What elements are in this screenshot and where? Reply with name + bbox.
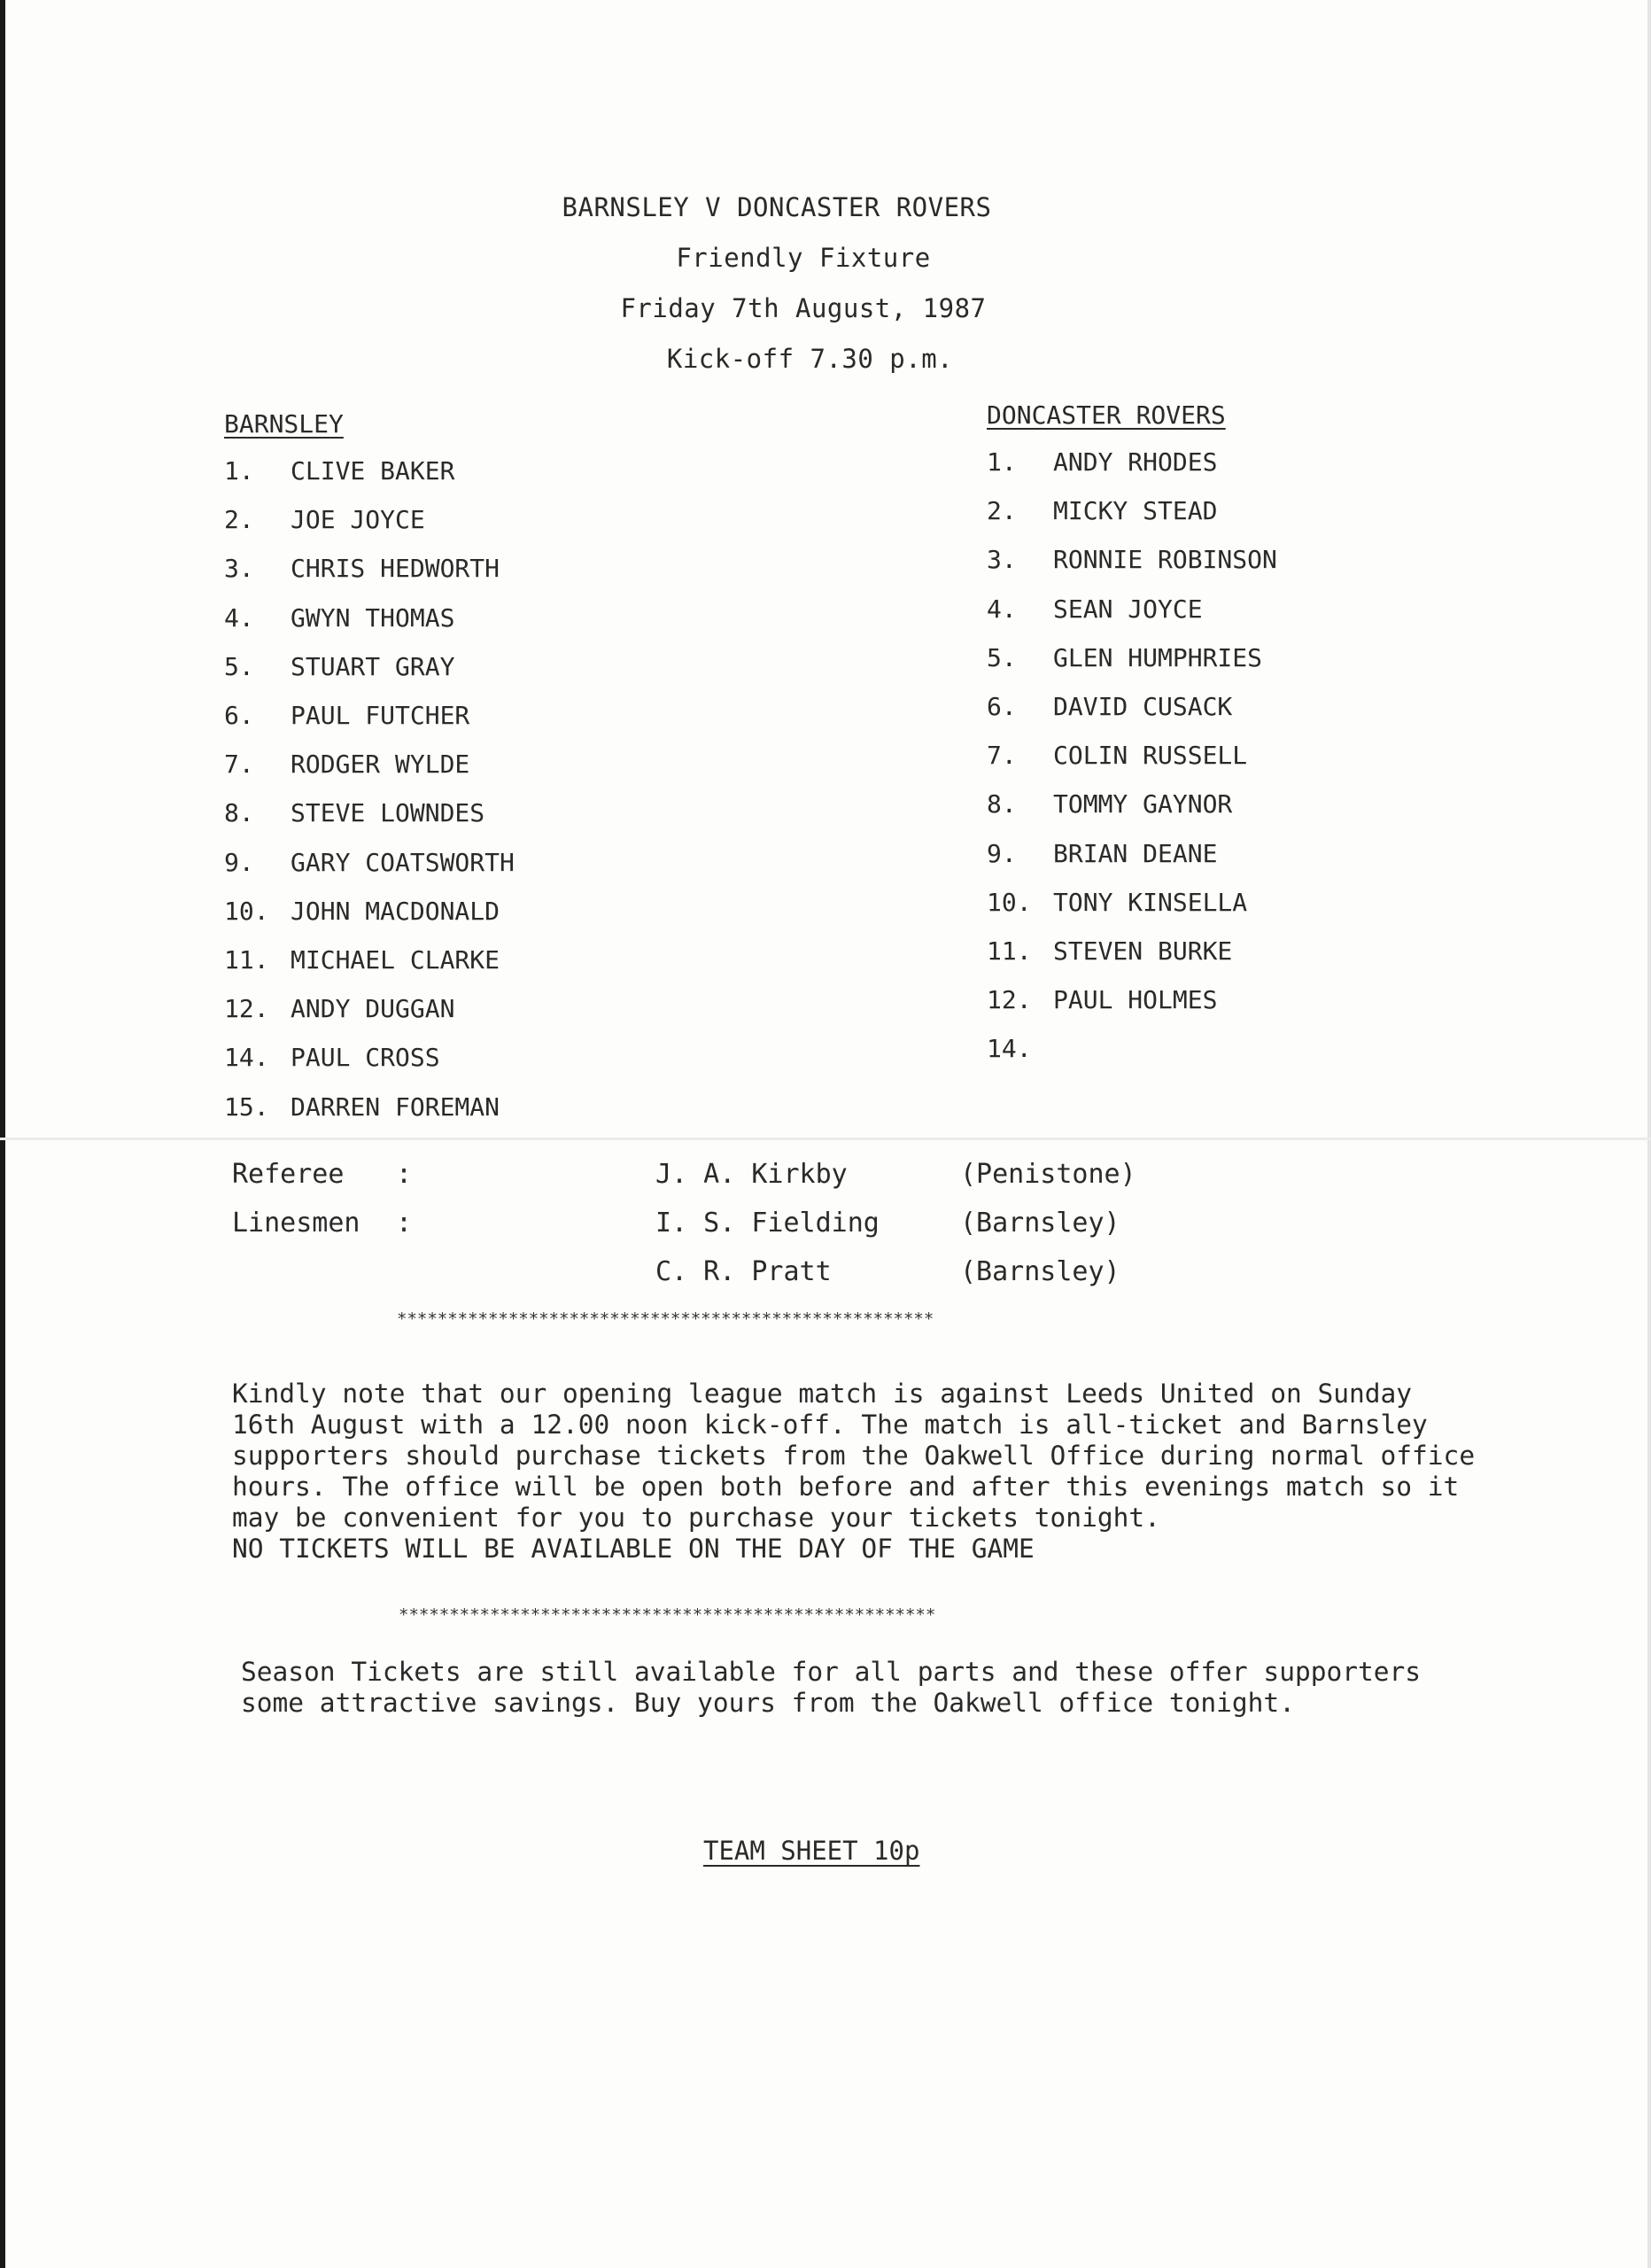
player-name: MICKY STEAD xyxy=(1053,496,1218,526)
linesman-club: (Barnsley) xyxy=(960,1256,1120,1287)
player-name: SEAN JOYCE xyxy=(1053,594,1203,624)
linesmen-label: Linesmen xyxy=(232,1208,360,1239)
player-row xyxy=(224,887,515,936)
league-match-notice xyxy=(232,1379,1475,1565)
player-row xyxy=(987,682,1277,731)
notice-line: some attractive savings. Buy yours from the Oakwell office tonight. xyxy=(241,1688,1295,1718)
player-name: TOMMY GAYNOR xyxy=(1053,789,1233,819)
referee-label: Referee xyxy=(232,1159,345,1190)
player-number: 7. xyxy=(987,741,1017,771)
player-name: PAUL FUTCHER xyxy=(291,701,470,731)
player-number: 1. xyxy=(224,456,254,485)
notice-line: NO TICKETS WILL BE AVAILABLE ON THE DAY OF THE GAME xyxy=(232,1534,1035,1564)
player-row xyxy=(224,691,515,740)
player-name: RONNIE ROBINSON xyxy=(1053,545,1277,575)
player-name: DAVID CUSACK xyxy=(1053,692,1233,722)
referee-club: (Penistone) xyxy=(960,1159,1136,1190)
player-number: 5. xyxy=(987,642,1017,672)
player-number: 4. xyxy=(987,594,1017,624)
player-name: STUART GRAY xyxy=(291,651,455,681)
player-row xyxy=(987,633,1277,682)
player-number: 9. xyxy=(987,838,1017,868)
player-name: GARY COATSWORTH xyxy=(291,847,515,877)
player-number: 10. xyxy=(224,896,269,926)
player-name: STEVE LOWNDES xyxy=(291,798,485,828)
player-row xyxy=(987,585,1277,633)
player-number: 5. xyxy=(224,651,254,681)
player-number: 9. xyxy=(224,847,254,877)
player-number: 12. xyxy=(987,985,1032,1015)
kickoff-time: Kick-off 7.30 p.m. xyxy=(666,344,954,374)
player-row xyxy=(224,594,515,642)
player-row xyxy=(224,936,515,984)
fixture-type: Friendly Fixture xyxy=(676,243,931,273)
player-name: PAUL HOLMES xyxy=(1053,985,1218,1015)
player-number: 6. xyxy=(987,692,1017,722)
player-row xyxy=(224,447,515,495)
label-colon: : xyxy=(396,1208,413,1239)
player-row xyxy=(987,731,1277,780)
player-number: 7. xyxy=(224,750,254,780)
player-name: DARREN FOREMAN xyxy=(291,1091,500,1122)
paper-fold-line xyxy=(0,1138,1651,1140)
player-name: PAUL CROSS xyxy=(291,1043,440,1073)
player-number: 11. xyxy=(987,936,1032,967)
player-row xyxy=(224,495,515,544)
match-header xyxy=(0,183,1651,384)
player-name: JOHN MACDONALD xyxy=(291,896,500,926)
player-row xyxy=(987,438,1277,486)
player-row xyxy=(224,1033,515,1082)
player-number: 1. xyxy=(987,447,1017,477)
player-number: 14. xyxy=(987,1034,1032,1064)
referee-name: J. A. Kirkby xyxy=(655,1159,848,1190)
player-row xyxy=(224,984,515,1033)
player-number: 3. xyxy=(224,554,254,584)
team-sheet-price: TEAM SHEET 10p xyxy=(703,1836,920,1866)
notice-line: Season Tickets are still available for all parts and these offer supporters xyxy=(241,1657,1422,1687)
notice-line: hours. The office will be open both before and after this evenings match so it xyxy=(232,1472,1460,1502)
asterisk-separator: ***************************************************** xyxy=(399,1605,936,1625)
player-number: 6. xyxy=(224,701,254,731)
player-row xyxy=(987,975,1277,1024)
player-number: 8. xyxy=(224,798,254,828)
player-row xyxy=(987,878,1277,927)
barnsley-title: BARNSLEY xyxy=(224,409,344,439)
player-row xyxy=(224,1083,515,1131)
season-ticket-notice xyxy=(241,1657,1421,1719)
player-number: 8. xyxy=(987,789,1017,819)
notice-line: supporters should purchase tickets from the Oakwell Office during normal office xyxy=(232,1441,1476,1471)
asterisk-separator: ***************************************************** xyxy=(397,1309,934,1329)
linesman-club: (Barnsley) xyxy=(960,1208,1120,1239)
player-row xyxy=(224,642,515,691)
player-row xyxy=(224,740,515,788)
player-name: STEVEN BURKE xyxy=(1053,936,1233,967)
player-name: CHRIS HEDWORTH xyxy=(291,554,500,584)
player-name: CLIVE BAKER xyxy=(291,456,455,485)
label-colon: : xyxy=(396,1159,413,1190)
player-name: ANDY DUGGAN xyxy=(291,994,455,1024)
player-number: 2. xyxy=(987,496,1017,526)
player-number: 12. xyxy=(224,994,269,1024)
player-name: GLEN HUMPHRIES xyxy=(1053,642,1263,672)
player-name: COLIN RUSSELL xyxy=(1053,741,1248,771)
player-name: MICHAEL CLARKE xyxy=(291,945,500,975)
doncaster-title: DONCASTER ROVERS xyxy=(987,400,1226,430)
player-row xyxy=(987,829,1277,878)
player-number: 3. xyxy=(987,545,1017,575)
doncaster-team-list xyxy=(987,393,1277,1074)
barnsley-team-list xyxy=(224,402,515,1131)
player-row xyxy=(224,544,515,593)
player-name: TONY KINSELLA xyxy=(1053,887,1248,917)
player-row xyxy=(987,486,1277,535)
player-name: JOE JOYCE xyxy=(291,505,425,535)
player-row xyxy=(987,1024,1277,1073)
player-row xyxy=(987,927,1277,975)
player-name: ANDY RHODES xyxy=(1053,447,1218,477)
player-row xyxy=(224,788,515,837)
player-number: 2. xyxy=(224,505,254,535)
player-row xyxy=(987,780,1277,828)
player-number: 14. xyxy=(224,1043,269,1073)
player-number: 10. xyxy=(987,887,1032,917)
linesman-name: I. S. Fielding xyxy=(655,1208,880,1239)
player-number: 15. xyxy=(224,1091,269,1122)
player-number: 11. xyxy=(224,945,269,975)
match-date: Friday 7th August, 1987 xyxy=(620,293,987,323)
notice-line: Kindly note that our opening league match is against Leeds United on Sunday xyxy=(232,1379,1413,1409)
linesman-name: C. R. Pratt xyxy=(655,1256,832,1287)
notice-line: 16th August with a 12.00 noon kick-off. The match is all-ticket and Barnsley xyxy=(232,1410,1428,1440)
player-name: RODGER WYLDE xyxy=(291,750,470,780)
player-row xyxy=(987,535,1277,584)
player-number: 4. xyxy=(224,602,254,633)
player-name: BRIAN DEANE xyxy=(1053,838,1218,868)
player-row xyxy=(224,838,515,887)
player-name: GWYN THOMAS xyxy=(291,602,455,633)
match-title: BARNSLEY V DONCASTER ROVERS xyxy=(562,192,992,222)
notice-line: may be convenient for you to purchase your tickets tonight. xyxy=(232,1503,1160,1533)
